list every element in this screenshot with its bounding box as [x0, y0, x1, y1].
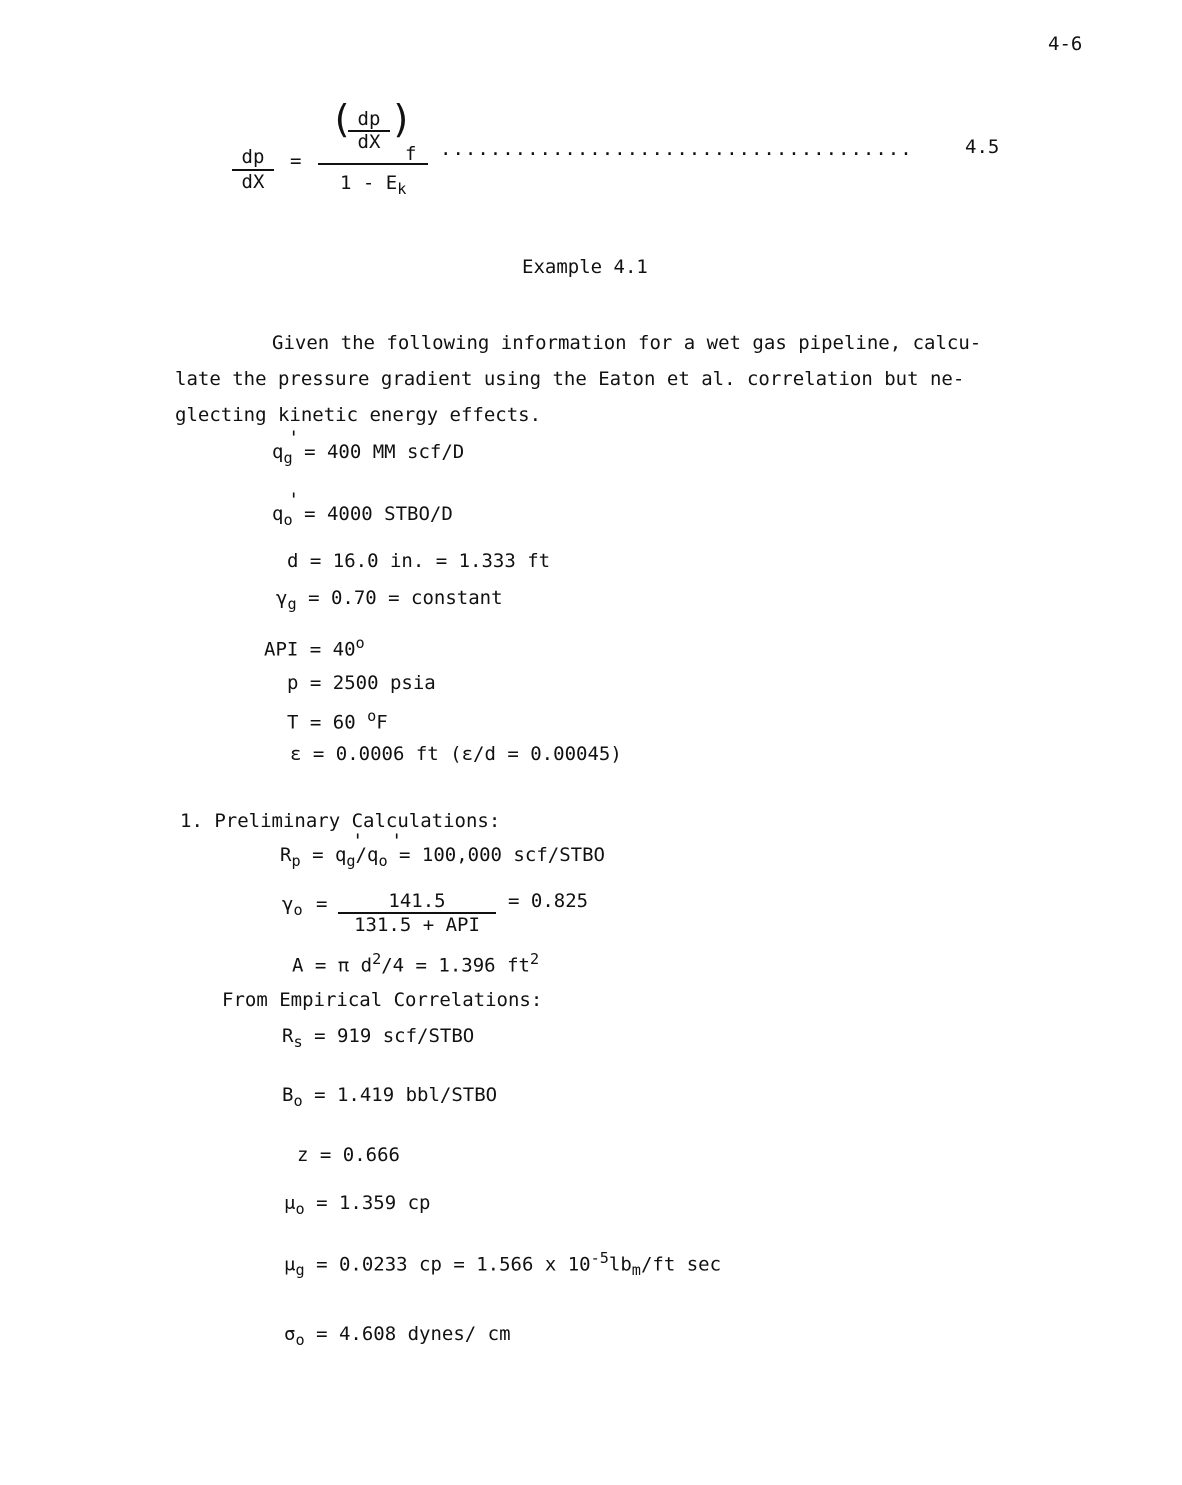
z-factor [297, 1144, 400, 1166]
symbol: R [282, 1025, 294, 1047]
prime-mark: ' [288, 489, 300, 511]
given-gas-gravity [276, 587, 503, 613]
paragraph-line-1: Given the following information for a wet gas pipeline, calcu- [272, 332, 982, 354]
symbol: q [272, 503, 284, 525]
right-paren: ) [390, 97, 413, 141]
value: = 0.666 [319, 1144, 400, 1166]
lhs-denominator: dX [241, 171, 265, 193]
symbol: γ [282, 893, 294, 915]
inner-denominator: dX [357, 131, 381, 153]
unit-lb: lb [608, 1253, 632, 1276]
gas-viscosity [284, 1249, 721, 1279]
value: = 60 [309, 711, 368, 734]
paragraph-line-3: glecting kinetic energy effects. [175, 404, 542, 426]
subscript-m: m [631, 1261, 641, 1280]
value: = 2500 psia [309, 672, 436, 694]
given-gas-rate [272, 427, 465, 467]
oil-surface-tension [284, 1323, 511, 1349]
subscript: o [295, 1199, 305, 1218]
subscript: p [291, 851, 301, 870]
exponent: 2 [529, 950, 540, 968]
equals-q: = q [312, 844, 347, 866]
subscript: o [293, 900, 303, 919]
slash-q: /q [355, 844, 379, 866]
subscript: g [295, 1261, 305, 1280]
symbol: T [287, 711, 299, 734]
value: = 40 [309, 638, 356, 661]
denominator-subscript: k [397, 179, 407, 198]
degree-mark: o [355, 634, 365, 652]
area-formula [292, 950, 539, 976]
prime-mark: ' [391, 830, 403, 852]
subscript: o [295, 1330, 305, 1349]
unit: F [376, 711, 388, 734]
given-pressure [287, 672, 436, 694]
subscript: s [293, 1032, 303, 1051]
page-number: 4-6 [1048, 33, 1083, 55]
dot-leader: ...................................... [440, 138, 913, 160]
value: = 100,000 scf/STBO [399, 844, 605, 866]
subscript: o [293, 1091, 303, 1110]
symbol: API [264, 638, 299, 661]
value: = 400 MM scf/D [304, 441, 465, 463]
value: = 4.608 dynes/ cm [316, 1323, 511, 1345]
value: = 16.0 in. = 1.333 ft [309, 550, 551, 572]
area-result: /4 = 1.396 ft [381, 954, 530, 977]
symbol: z [297, 1144, 309, 1166]
friction-subscript: f [405, 143, 417, 165]
exponent: -5 [590, 1249, 609, 1267]
left-paren: ( [330, 97, 353, 141]
value: = 1.419 bbl/STBO [314, 1084, 498, 1106]
subscript-g: g [346, 851, 356, 870]
value: = 0.0006 ft (ε/d = 0.00045) [312, 743, 622, 765]
producing-gor [280, 830, 605, 870]
equals-sign: = [290, 150, 302, 172]
prime-mark: ' [288, 427, 300, 449]
symbol: B [282, 1084, 294, 1106]
exponent: 2 [372, 950, 382, 968]
given-diameter [287, 550, 550, 572]
lhs-numerator: dp [241, 146, 265, 168]
denominator-text: 1 - E [340, 172, 398, 194]
oil-gravity-numerator: 141.5 [388, 890, 446, 912]
value: = 0.70 = constant [308, 587, 503, 609]
section-title-empirical: From Empirical Correlations: [222, 989, 543, 1011]
oil-gravity-result: = 0.825 [508, 890, 589, 912]
symbol: ε [290, 743, 302, 765]
example-title: Example 4.1 [522, 256, 648, 278]
subscript: g [283, 448, 293, 467]
value: = 919 scf/STBO [314, 1025, 475, 1047]
paragraph-line-2: late the pressure gradient using the Eaton et al. correlation but ne- [175, 368, 965, 390]
oil-gravity-symbol [282, 893, 303, 919]
symbol: d [287, 550, 299, 572]
symbol: σ [284, 1323, 296, 1345]
subscript: o [283, 510, 293, 529]
symbol: R [280, 844, 292, 866]
inner-numerator: dp [357, 108, 381, 130]
given-oil-rate [272, 489, 453, 529]
value: = 4000 STBO/D [304, 503, 453, 525]
symbol: γ [276, 587, 288, 609]
area-text: A = π d [292, 954, 373, 977]
value: = 1.359 cp [316, 1192, 431, 1214]
oil-fvf [282, 1084, 497, 1110]
equation-number: 4.5 [965, 136, 1000, 158]
value: = 0.0233 cp = 1.566 x 10 [316, 1253, 591, 1276]
oil-viscosity [284, 1192, 430, 1218]
prime-mark: ' [352, 830, 364, 852]
equals-sign: = [316, 893, 328, 915]
symbol: μ [284, 1253, 296, 1276]
solution-gor [282, 1025, 474, 1051]
oil-gravity-denominator: 131.5 + API [354, 914, 480, 936]
given-temperature [287, 707, 388, 733]
symbol: p [287, 672, 299, 694]
unit-rest: /ft sec [640, 1253, 722, 1276]
main-fraction-bar [318, 163, 428, 165]
section-title-preliminary: 1. Preliminary Calculations: [180, 810, 501, 832]
degree-mark: o [367, 707, 377, 725]
subscript: g [287, 594, 297, 613]
symbol: μ [284, 1192, 296, 1214]
main-denominator [340, 172, 406, 198]
subscript-o: o [378, 851, 388, 870]
symbol: q [272, 441, 284, 463]
given-roughness [290, 743, 622, 765]
given-api [264, 634, 365, 660]
